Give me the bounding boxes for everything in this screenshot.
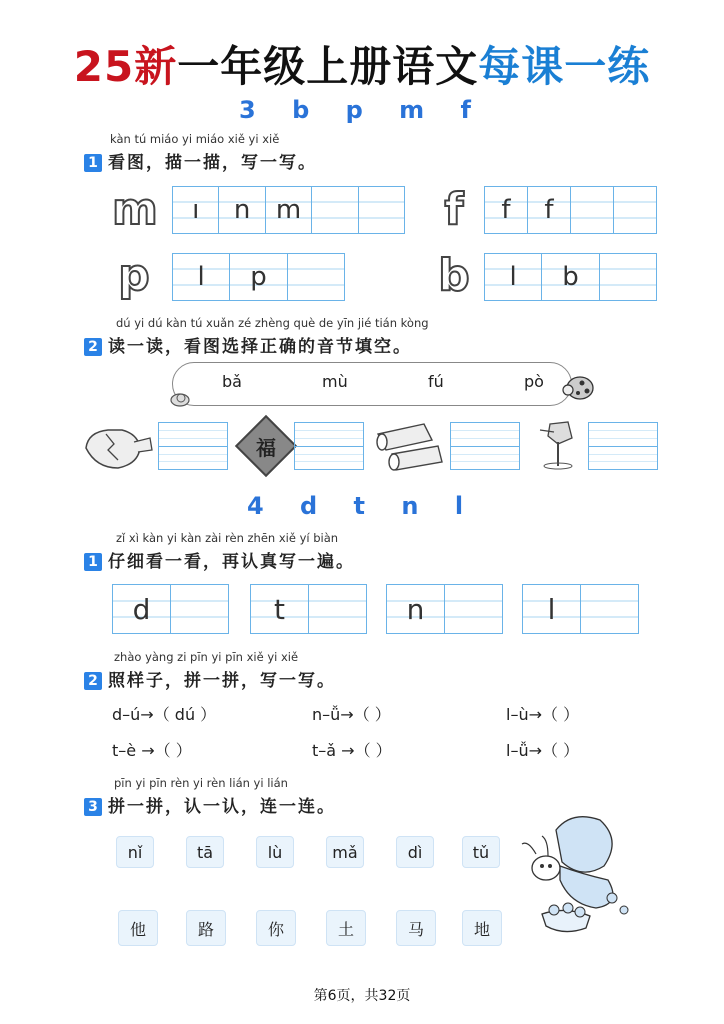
bubble-letter-f: f <box>444 184 464 235</box>
l3q1-pinyin: kàn tú miáo yi miáo xiě yi xiě <box>110 132 280 146</box>
grid-cell[interactable]: n <box>387 585 445 633</box>
question-number: 3 <box>84 798 102 816</box>
l4q1-question <box>84 547 355 572</box>
character-card[interactable]: 他 <box>118 910 158 946</box>
title-part3: 每课一练 <box>478 42 651 91</box>
blank-line <box>589 423 657 447</box>
grid-cell[interactable]: p <box>230 254 287 300</box>
l3q2-question <box>84 332 412 357</box>
grid-cell[interactable] <box>571 187 614 233</box>
grid-cell[interactable] <box>600 254 656 300</box>
syllable-option: bǎ <box>222 372 242 391</box>
grid-cell[interactable] <box>581 585 638 633</box>
writing-grid-n <box>386 584 503 634</box>
answer-blank[interactable] <box>158 422 228 470</box>
grid-cell[interactable] <box>309 585 366 633</box>
spelling-equation[interactable]: t–è →（ ） <box>112 741 192 760</box>
grid-cell[interactable]: f <box>485 187 528 233</box>
blank-line <box>451 447 519 470</box>
blank-line <box>159 447 227 470</box>
syllable-card[interactable]: lù <box>256 836 294 868</box>
question-text: 看图，描一描，写一写。 <box>108 153 317 173</box>
grid-cell[interactable]: ı <box>173 187 219 233</box>
answer-blank[interactable] <box>588 422 658 470</box>
character-card[interactable]: 你 <box>256 910 296 946</box>
question-number: 1 <box>84 154 102 172</box>
question-text: 仔细看一看，再认真写一遍。 <box>108 552 355 572</box>
l4q1-pinyin: zǐ xì kàn yi kàn zài rèn zhēn xiě yí biàn <box>116 531 339 545</box>
spelling-equation[interactable]: l–ǚ→（ ） <box>506 741 580 760</box>
spelling-equation[interactable]: t–ǎ →（ ） <box>312 741 392 760</box>
question-text: 拼一拼，认一认，连一连。 <box>108 797 336 817</box>
title-part2: 一年级上册语文 <box>177 42 479 91</box>
title-part1: 25新 <box>73 42 178 91</box>
grid-cell[interactable]: l <box>173 254 230 300</box>
page-footer: 第6页，共32页 <box>313 988 411 1004</box>
question-number: 2 <box>84 672 102 690</box>
spelling-equation[interactable]: n–ǚ→（ ） <box>312 705 391 724</box>
logs-icon <box>372 418 448 474</box>
l4q3-question <box>84 792 336 817</box>
blank-line <box>451 423 519 447</box>
l4q2-question <box>84 666 336 691</box>
writing-grid-l <box>522 584 639 634</box>
grid-cell[interactable] <box>359 187 404 233</box>
grid-cell[interactable]: t <box>251 585 309 633</box>
syllable-card[interactable]: mǎ <box>326 836 364 868</box>
grid-cell[interactable]: l <box>485 254 542 300</box>
syllable-card[interactable]: nǐ <box>116 836 154 868</box>
grid-cell[interactable]: l <box>523 585 581 633</box>
l3q1-question <box>84 148 317 173</box>
target-icon <box>528 416 584 472</box>
writing-grid-m <box>172 186 405 234</box>
question-text: 照样子，拼一拼，写一写。 <box>108 671 336 691</box>
l3q2-pinyin: dú yi dú kàn tú xuǎn zé zhèng què de yīn jié tián kòng <box>116 316 429 330</box>
blank-line <box>589 447 657 470</box>
grid-cell[interactable] <box>288 254 344 300</box>
grid-cell[interactable]: m <box>266 187 312 233</box>
question-text: 读一读，看图选择正确的音节填空。 <box>108 337 412 357</box>
grid-cell[interactable] <box>171 585 228 633</box>
question-number: 1 <box>84 553 102 571</box>
writing-grid-t <box>250 584 367 634</box>
spelling-equation: d–ú→（ dú ） <box>112 705 217 724</box>
syllable-option: mù <box>322 372 348 391</box>
question-number: 2 <box>84 338 102 356</box>
lesson4-heading: 4 d t n l <box>246 492 478 520</box>
ladybug-icon <box>560 372 596 402</box>
l4q2-pinyin: zhào yàng zi pīn yi pīn xiě yi xiě <box>114 650 299 664</box>
writing-grid-b <box>484 253 657 301</box>
butterfly-icon <box>512 810 642 950</box>
character-card[interactable]: 地 <box>462 910 502 946</box>
syllable-card[interactable]: dì <box>396 836 434 868</box>
fu-character: 福 <box>256 436 276 460</box>
syllable-option: fú <box>428 372 444 391</box>
grid-cell[interactable]: n <box>219 187 265 233</box>
spelling-equation[interactable]: l–ù→（ ） <box>506 705 580 724</box>
lesson3-heading: 3 b p m f <box>239 96 485 124</box>
character-card[interactable]: 路 <box>186 910 226 946</box>
bubble-letter-m: m <box>112 184 158 235</box>
grid-cell[interactable] <box>445 585 502 633</box>
grid-cell[interactable]: f <box>528 187 571 233</box>
grid-cell[interactable]: b <box>542 254 599 300</box>
blank-line <box>295 447 363 470</box>
blank-line <box>159 423 227 447</box>
writing-grid-d <box>112 584 229 634</box>
bubble-letter-b: b <box>438 250 470 301</box>
syllable-card[interactable]: tǔ <box>462 836 500 868</box>
writing-grid-p <box>172 253 345 301</box>
grid-cell[interactable] <box>614 187 656 233</box>
character-card[interactable]: 马 <box>396 910 436 946</box>
snail-icon <box>166 386 194 408</box>
syllable-option: pò <box>524 372 544 391</box>
answer-blank[interactable] <box>450 422 520 470</box>
l4q3-pinyin: pīn yi pīn rèn yi rèn lián yi lián <box>114 776 288 790</box>
syllable-card[interactable]: tā <box>186 836 224 868</box>
page-title <box>0 34 724 94</box>
bubble-letter-p: p <box>118 250 150 301</box>
grid-cell[interactable] <box>312 187 358 233</box>
writing-grid-f <box>484 186 657 234</box>
character-card[interactable]: 土 <box>326 910 366 946</box>
answer-blank[interactable] <box>294 422 364 470</box>
broken-vase-icon <box>78 420 156 474</box>
grid-cell[interactable]: d <box>113 585 171 633</box>
blank-line <box>295 423 363 447</box>
